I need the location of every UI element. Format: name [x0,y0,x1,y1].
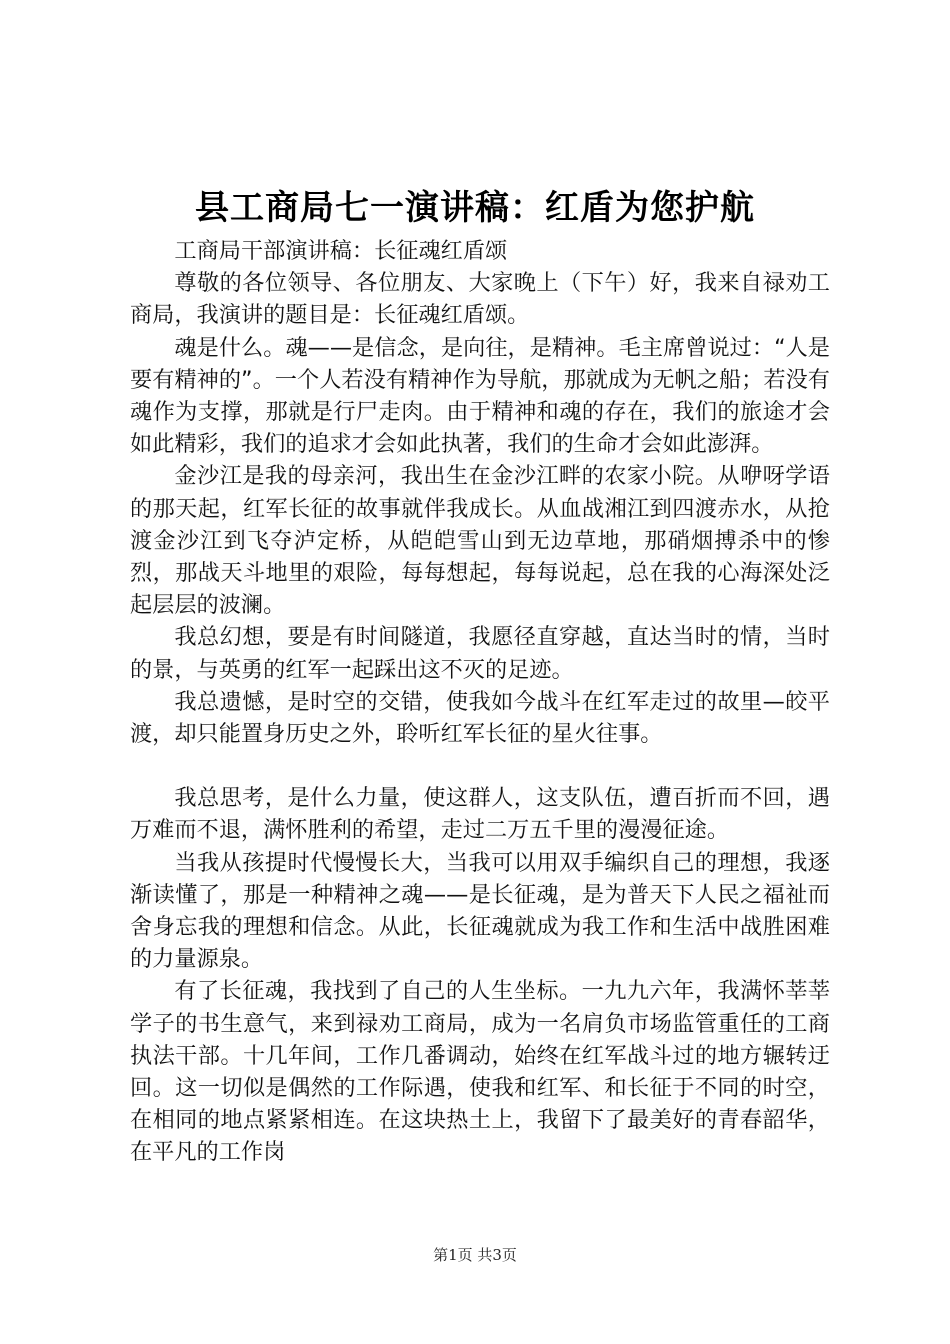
paragraph: 我总幻想，要是有时间隧道，我愿径直穿越，直达当时的情，当时的景，与英勇的红军一起踩出这不灭的足迹。 [130,624,830,683]
document-title: 县工商局七一演讲稿：红盾为您护航 [195,188,755,228]
paragraph: 工商局干部演讲稿：长征魂红盾颂 [174,238,508,264]
document-body [130,235,830,1169]
paragraph: 金沙江是我的母亲河，我出生在金沙江畔的农家小院。从咿呀学语的那天起，红军长征的故事就伴我成长。从血战湘江到四渡赤水，从抢渡金沙江到飞夺泸定桥，从皑皑雪山到无边草地，那硝烟搏杀中的惨烈，那战天斗地里的艰险，每每想起，每每说起，总在我的心海深处泛起层层的波澜。 [130,463,830,619]
paragraph: 我总思考，是什么力量，使这群人，这支队伍，遭百折而不回，遇万难而不退，满怀胜利的希望，走过二万五千里的漫漫征途。 [130,785,830,844]
paragraph: 当我从孩提时代慢慢长大，当我可以用双手编织自己的理想，我逐渐读懂了，那是一种精神之魂——是长征魂，是为普天下人民之福祉而舍身忘我的理想和信念。从此，长征魂就成为我工作和生活中战胜困难的力量源泉。 [130,849,830,973]
paragraph: 有了长征魂，我找到了自己的人生坐标。一九九六年，我满怀莘莘学子的书生意气，来到禄劝工商局，成为一名肩负市场监管重任的工商执法干部。十几年间，工作几番调动，始终在红军战斗过的地方辗转迂回。这一切似是偶然的工作际遇，使我和红军、和长征于不同的时空，在相同的地点紧紧相连。在这块热土上，我留下了最美好的青春韶华，在平凡的工作岗 [130,978,830,1166]
page-footer: 第1页 共3页 [433,1246,517,1264]
paragraph: 魂是什么。魂——是信念，是向往，是精神。毛主席曾说过：“人是要有精神的”。一个人若没有精神作为导航，那就成为无帆之船；若没有魂作为支撑，那就是行尸走肉。由于精神和魂的存在，我们的旅途才会如此精彩，我们的追求才会如此执著，我们的生命才会如此澎湃。 [130,334,830,458]
paragraph: 尊敬的各位领导、各位朋友、大家晚上（下午）好，我来自禄劝工商局，我演讲的题目是：长征魂红盾颂。 [130,270,830,329]
paragraph: 我总遗憾，是时空的交错，使我如今战斗在红军走过的故里—皎平渡，却只能置身历史之外，聆听红军长征的星火往事。 [130,688,830,748]
